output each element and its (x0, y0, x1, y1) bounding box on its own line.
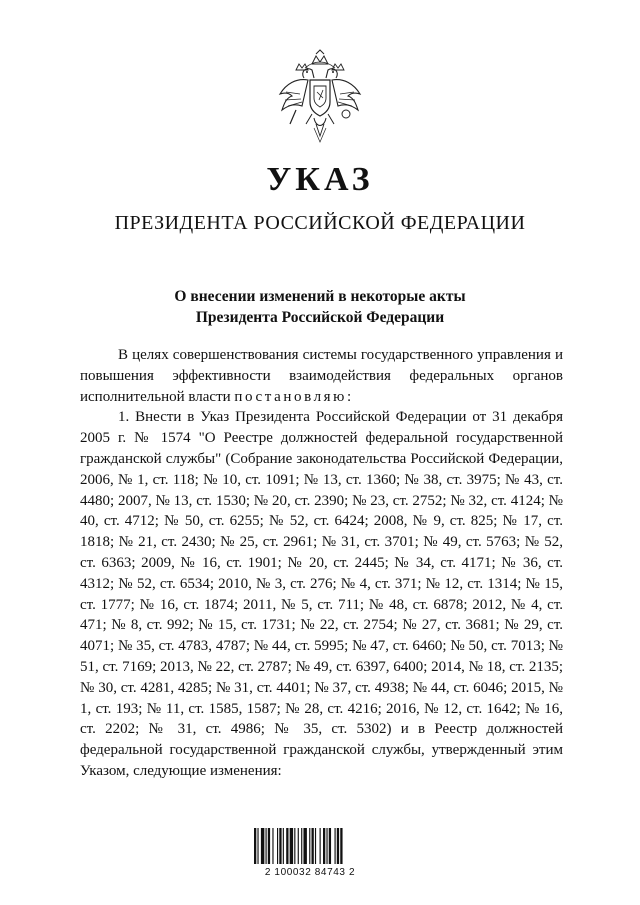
barcode-bar (294, 828, 295, 864)
barcode-bar (261, 828, 264, 864)
barcode-bar (309, 828, 310, 864)
barcode-bar (272, 828, 273, 864)
item-1-paragraph: 1. Внести в Указ Президента Российской Федерации от 31 декабря 2005 г. № 1574 "О Реестре должностей федеральной государственной гражданской службы" (Собрание законодательства Российской Федерации, 2006, № 1, ст. 118; № 10, ст. 1091; № 13, ст. 1360; № 38, ст. 3975; № 43, ст. 4480; 2007, № 13, ст. 1530; № 20, ст. 2390; № 23, ст. 2752; № 32, ст. 4124; № 40, ст. 4712; № 50, ст. 6255; № 52, ст. 6424; 2008, № 9, ст. 825; № 17, ст. 1818; № 21, ст. 2430; № 25, ст. 2961; № 31, ст. 3701; № 49, ст. 5763; № 52, ст. 6363; 2009, № 16, ст. 1901; № 20, ст. 2445; № 34, ст. 4171; № 36, ст. 4312; № 52, ст. 6534; 2010, № 3, ст. 276; № 4, ст. 371; № 12, ст. 1314; № 15, ст. 1777; № 16, ст. 1874; 2011, № 5, ст. 711; № 48, ст. 6878; 2012, № 4, ст. 471; № 8, ст. 992; № 15, ст. 1731; № 22, ст. 2754; № 27, ст. 3681; № 29, ст. 4071; № 35, ст. 4783, 4787; № 44, ст. 5995; № 47, ст. 6460; № 50, ст. 7013; № 51, ст. 7169; 2013, № 22, ст. 2787; № 49, ст. 6397, 6400; 2014, № 18, ст. 2135; № 30, ст. 4281, 4285; № 31, ст. 4401; № 37, ст. 4938; № 44, ст. 6046; 2015, № 1, ст. 193; № 11, ст. 1585, 1587; № 28, ст. 4216; 2016, № 12, ст. 1642; № 16, ст. 2202; № 31, ст. 4986; № 35, ст. 5302) и в Реестр должностей федеральной государственной гражданской службы, утвержденный этим Указом, следующие изменения: (80, 409, 563, 779)
barcode-number: 2 100032 84743 2 (264, 867, 356, 878)
barcode-bar (320, 828, 321, 864)
preamble-paragraph (80, 345, 563, 407)
barcode-bar (326, 828, 327, 864)
barcode-bar (303, 828, 306, 864)
barcode-bar (337, 828, 339, 864)
barcode-bar (257, 828, 258, 864)
barcode-bar (283, 828, 284, 864)
barcode-bar (268, 828, 270, 864)
barcode-bar (290, 828, 293, 864)
barcode-bar (298, 828, 299, 864)
decree-heading (0, 286, 640, 328)
barcode-bar (323, 828, 325, 864)
heading-line-2: Президента Российской Федерации (195, 309, 445, 326)
barcode-bar (340, 828, 342, 864)
barcode-bar (286, 828, 288, 864)
decree-title: УКАЗ (266, 161, 374, 198)
barcode-bar (312, 828, 314, 864)
decree-body (80, 345, 563, 782)
barcode-bar (315, 828, 316, 864)
barcode-bar (279, 828, 281, 864)
barcode-bar (277, 828, 278, 864)
decree-word: постановляю: (234, 388, 354, 405)
barcode-bar (266, 828, 267, 864)
barcode-bar (301, 828, 302, 864)
barcode-icon (246, 818, 374, 870)
barcode-bar (329, 828, 331, 864)
heading-line-1: О внесении изменений в некоторые акты (174, 288, 466, 305)
barcode-bar (254, 828, 256, 864)
decree-subtitle: ПРЕЗИДЕНТА РОССИЙСКОЙ ФЕДЕРАЦИИ (114, 212, 526, 234)
russian-coat-of-arms-icon (274, 48, 366, 146)
preamble-text: В целях совершенствования системы государственного управления и повышения эффективности взаимодействия федеральных органов исполнительной власти (80, 347, 563, 405)
barcode-bar (335, 828, 336, 864)
